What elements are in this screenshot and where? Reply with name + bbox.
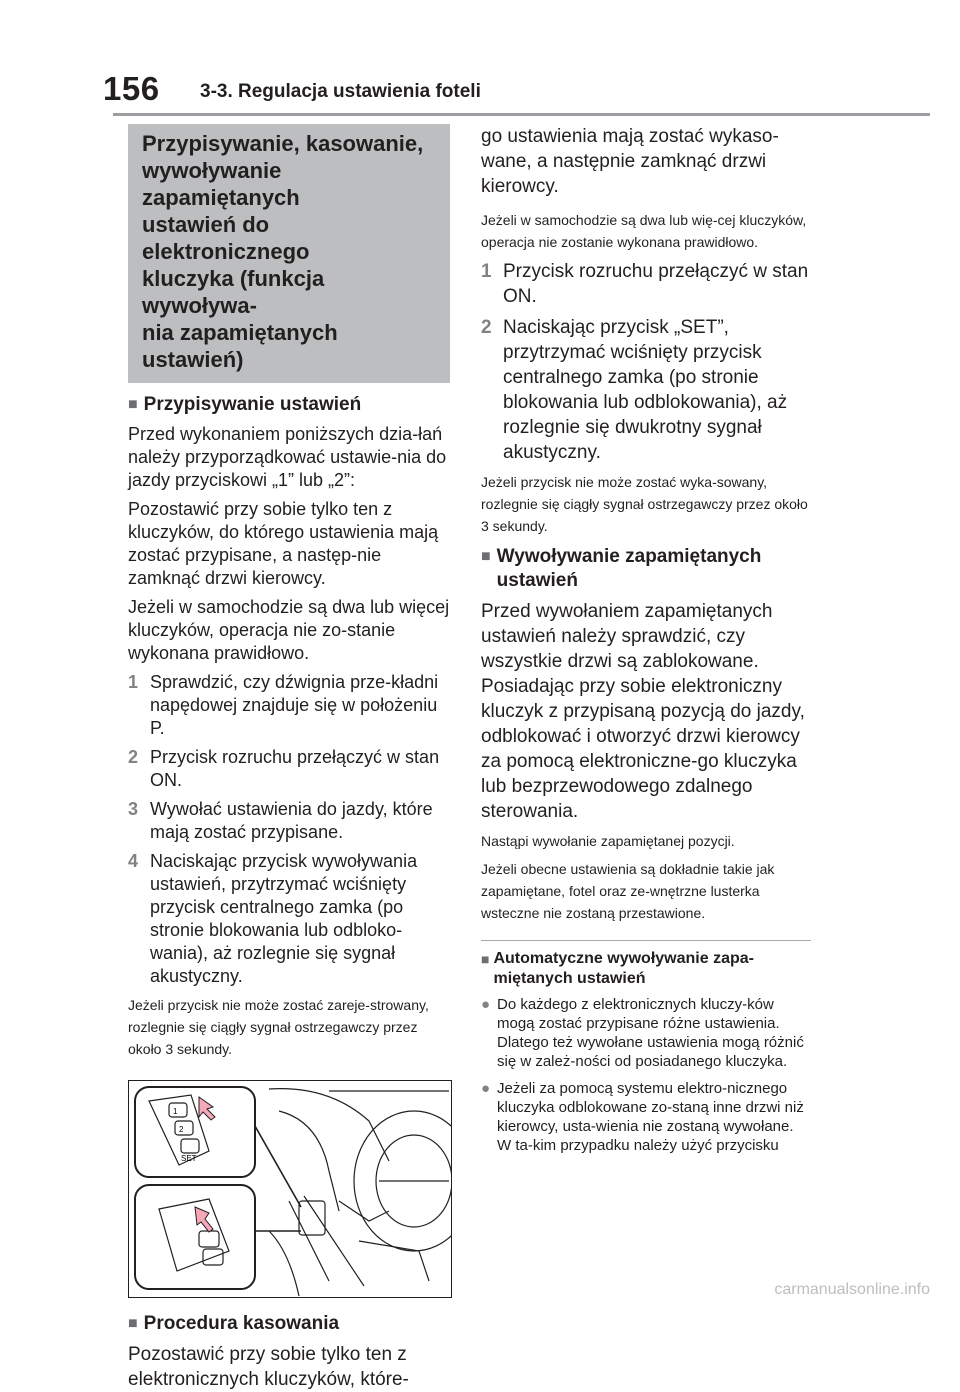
- step-item: [481, 259, 811, 309]
- section-title-line: ustawień do elektronicznego: [142, 212, 310, 264]
- subheading-recall: ■ Wywoływanie zapamiętanych ustawień: [481, 546, 762, 591]
- chapter-title: 3-3. Regulacja ustawienia foteli: [200, 81, 481, 102]
- page-header: [0, 0, 960, 115]
- step-number: 1: [481, 261, 492, 282]
- divider: [481, 940, 811, 941]
- paragraph: Przed wywołaniem zapamiętanych ustawień należy sprawdzić, czy wszystkie drzwi są zablokowane. Posiadając przy sobie elektroniczny kluczyk z przypisaną pozycją do jazdy, odblokować i otworzyć drzwi kierowcy za pomocą elektroniczne-go kluczyka lub bezprzewodowego zdalnego sterowania.: [481, 601, 805, 822]
- step-item: [128, 671, 450, 740]
- door-controls-drawing: [129, 1081, 451, 1297]
- step-number: 4: [128, 851, 139, 871]
- illustration-door-controls: [128, 1080, 452, 1298]
- footer-watermark: carmanualsonline.info: [774, 1281, 930, 1298]
- subheading-delete: ■ Procedura kasowania: [128, 1313, 340, 1334]
- step-text: Naciskając przycisk „SET”, przytrzymać wciśnięty przycisk centralnego zamka (po stronie blokowania lub odblokowania), aż rozlegnie się dwukrotny sygnał akustyczny.: [503, 317, 788, 463]
- step-text: Przycisk rozruchu przełączyć w stan ON.: [150, 747, 440, 790]
- step-number: 1: [128, 672, 139, 692]
- square-bullet-icon: ■: [128, 396, 138, 413]
- note: Jeżeli w samochodzie są dwa lub wię-cej kluczyków, operacja nie zostanie wykonana prawidłowo.: [481, 212, 807, 250]
- step-number: 2: [481, 317, 492, 338]
- section-title-box: [128, 124, 450, 383]
- paragraph: Jeżeli w samochodzie są dwa lub więcej kluczyków, operacja nie zo-stanie wykonana prawidłowo.: [128, 597, 450, 663]
- step-item: [128, 798, 450, 844]
- paragraph: Pozostawić przy sobie tylko ten z elektronicznych kluczyków, które-: [128, 1344, 409, 1390]
- note: Jeżeli przycisk nie może zostać zareje-strowany, rozlegnie się ciągły sygnał ostrzegawczy przez około 3 sekundy.: [128, 997, 429, 1057]
- subheading-assign: ■ Przypisywanie ustawień: [128, 394, 362, 415]
- bullet-dot-icon: ●: [481, 1080, 491, 1097]
- step-text: Sprawdzić, czy dźwignia prze-kładni napędowej znajduje się w położeniu P.: [150, 672, 439, 738]
- paragraph: Pozostawić przy sobie tylko ten z kluczyków, do którego ustawienia mają zostać przypisane, a następ-nie zamknąć drzwi kierowcy.: [128, 499, 439, 588]
- bullet-dot-icon: ●: [481, 996, 491, 1013]
- right-column: [481, 124, 811, 1163]
- section-title-line: nia zapamiętanych ustawień): [142, 320, 338, 372]
- step-text: Wywołać ustawienia do jazdy, które mają zostać przypisane.: [150, 799, 433, 842]
- step-item: [128, 850, 450, 988]
- step-text: Naciskając przycisk wywoływania ustawień, przytrzymać wciśnięty przycisk centralnego zamka (po stronie blokowania lub odbloko-wania), aż rozlegnie się sygnał akustyczny.: [150, 851, 418, 986]
- label-1: 1: [173, 1107, 178, 1116]
- label-2: 2: [179, 1125, 184, 1134]
- square-bullet-icon: ■: [481, 548, 491, 565]
- subheading-auto: ■ Automatyczne wywoływanie zapa- miętanych ustawień: [481, 950, 754, 987]
- bullet-item: ● Do każdego z elektronicznych kluczy-ków mogą zostać przypisane różne ustawienia. Dlatego też wywołane ustawienia mogą różnić się w zależ-ności od posiadanego kluczyka.: [481, 996, 804, 1070]
- square-bullet-icon: ■: [128, 1315, 138, 1332]
- step-text: Przycisk rozruchu przełączyć w stan ON.: [503, 261, 809, 307]
- left-column: [128, 124, 450, 1392]
- note: Nastąpi wywołanie zapamiętanej pozycji.: [481, 833, 735, 849]
- note: Jeżeli przycisk nie może zostać wyka-sowany, rozlegnie się ciągły sygnał ostrzegawczy przez około 3 sekundy.: [481, 474, 808, 534]
- section-title-line: kluczyka (funkcja wywoływa-: [142, 266, 325, 318]
- step-number: 3: [128, 799, 139, 819]
- step-number: 2: [128, 747, 139, 767]
- note: Jeżeli obecne ustawienia są dokładnie takie jak zapamiętane, fotel oraz ze-wnętrzne lusterka wsteczne nie zostaną przestawione.: [481, 861, 775, 921]
- paragraph: Przed wykonaniem poniższych dzia-łań należy przyporządkować ustawie-nia do jazdy przyciskowi „1” lub „2”:: [128, 424, 447, 490]
- step-item: [128, 746, 450, 792]
- header-rule: [113, 113, 930, 116]
- paragraph: go ustawienia mają zostać wykaso-wane, a następnie zamknąć drzwi kierowcy.: [481, 126, 779, 197]
- step-item: [481, 315, 811, 465]
- label-set: SET: [181, 1154, 197, 1163]
- section-title-line: wywoływanie zapamiętanych: [142, 158, 300, 210]
- bullet-item: ● Jeżeli za pomocą systemu elektro-nicznego kluczyka odblokowane zo-staną inne drzwi niż kierowcy, usta-wienia nie zostaną wywołane. W ta-kim przypadku należy użyć przycisku: [481, 1080, 804, 1154]
- page-number: 156: [103, 70, 160, 107]
- section-title-line: Przypisywanie, kasowanie,: [142, 131, 424, 156]
- square-bullet-icon: ■: [481, 951, 490, 967]
